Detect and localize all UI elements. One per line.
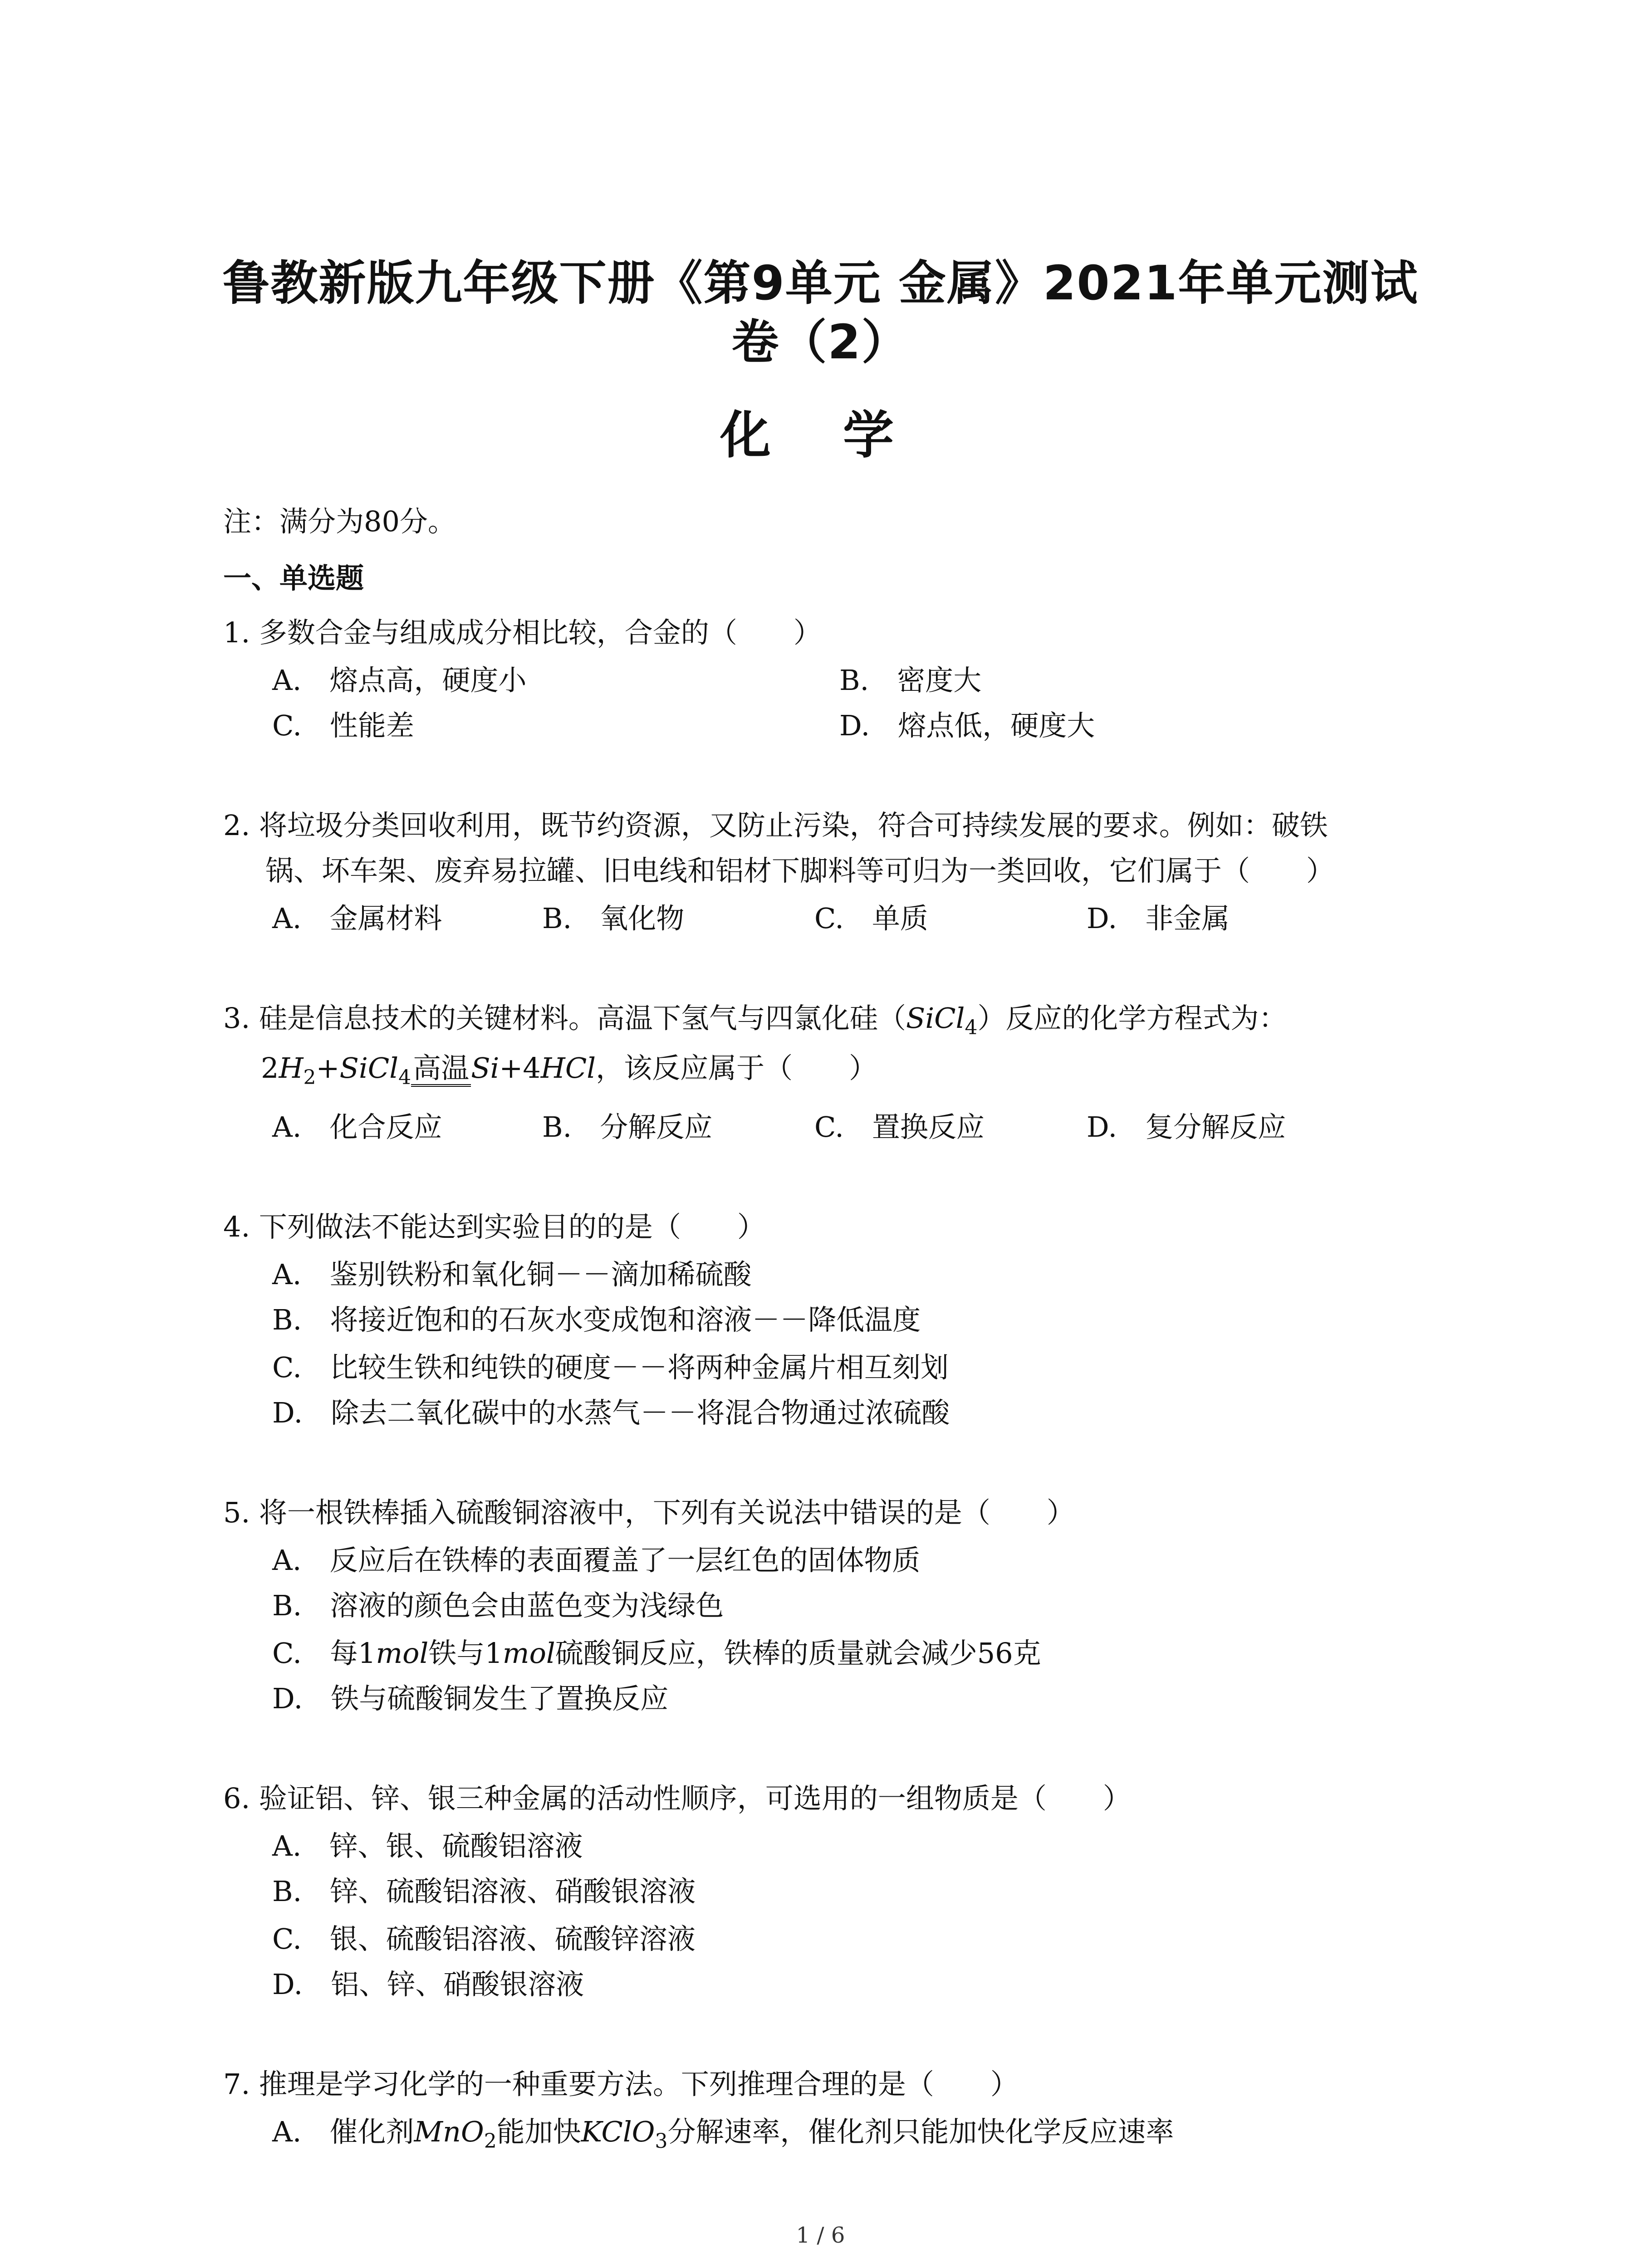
question-6-option-b: B. 锌、硫酸铝溶液、硝酸银溶液 — [272, 1875, 696, 1908]
eq-h: H — [279, 1051, 304, 1085]
question-3-option-a: A. 化合反应 — [272, 1110, 442, 1144]
question-6-option-c: C. 银、硫酸铝溶液、硫酸锌溶液 — [272, 1922, 696, 1955]
question-4-option-c: C. 比较生铁和纯铁的硬度－－将两种金属片相互刻划 — [272, 1351, 949, 1384]
formula-sicl4-subscript: 4 — [965, 1016, 978, 1039]
q7a-text-c: 分解速率，催化剂只能加快化学反应速率 — [667, 2115, 1174, 2148]
question-4-option-d: D. 除去二氧化碳中的水蒸气－－将混合物通过浓硫酸 — [272, 1396, 950, 1429]
section-heading: 一、单选题 — [223, 562, 364, 595]
question-3-option-b: B. 分解反应 — [542, 1110, 713, 1144]
question-2-stem-line-2: 锅、坏车架、废弃易拉罐、旧电线和铝材下脚料等可归为一类回收，它们属于（ ） — [265, 854, 1335, 887]
subject-heading: 化 学 — [720, 406, 921, 465]
question-5-option-d: D. 铁与硫酸铜发生了置换反应 — [272, 1682, 669, 1715]
eq-plus-1: + — [316, 1051, 340, 1085]
question-2-option-a: A. 金属材料 — [272, 902, 442, 935]
formula-sicl4: SiCl — [906, 1002, 965, 1035]
q5c-text-a: C. 每1 — [272, 1637, 376, 1670]
question-1-option-a: A. 熔点高，硬度小 — [272, 664, 527, 697]
question-5-option-c — [272, 1635, 1041, 1672]
formula-mno2-subscript: 2 — [484, 2130, 497, 2153]
q7a-text-a: A. 催化剂 — [272, 2115, 414, 2148]
eq-h-subscript: 2 — [303, 1066, 316, 1089]
eq-condition-high-temp: 高温 — [411, 1052, 471, 1087]
formula-kclo3-subscript: 3 — [655, 2130, 668, 2153]
page-number: 1 / 6 — [796, 2223, 845, 2248]
question-7-stem: 7. 推理是学习化学的一种重要方法。下列推理合理的是（ ） — [223, 2068, 1019, 2101]
title-line-1: 鲁教新版九年级下册《第9单元 金属》2021年单元测试 — [222, 255, 1419, 311]
question-6-option-d: D. 铝、锌、硝酸银溶液 — [272, 1968, 584, 2001]
question-1-option-d: D. 熔点低，硬度大 — [839, 709, 1095, 742]
question-1-stem: 1. 多数合金与组成成分相比较，合金的（ ） — [223, 616, 822, 649]
question-3-stem-text-b: ）反应的化学方程式为： — [977, 1002, 1287, 1035]
eq-plus-2: +4 — [499, 1051, 541, 1085]
eq-coef-2: 2 — [261, 1051, 279, 1085]
question-3-option-c: C. 置换反应 — [814, 1110, 985, 1144]
question-4-stem: 4. 下列做法不能达到实验目的的是（ ） — [223, 1210, 765, 1243]
formula-kclo3: KClO — [581, 2115, 655, 2148]
question-3-equation — [261, 1050, 877, 1087]
question-6-stem: 6. 验证铝、锌、银三种金属的活动性顺序，可选用的一组物质是（ ） — [223, 1782, 1131, 1815]
question-2-option-d: D. 非金属 — [1087, 902, 1230, 935]
question-7-option-a — [272, 2114, 1174, 2153]
q5c-unit-mol-2: mol — [502, 1637, 555, 1670]
title-line-2: 卷（2） — [731, 314, 910, 370]
question-3-stem-text-a: 3. 硅是信息技术的关键材料。高温下氢气与四氯化硅（ — [223, 1002, 906, 1035]
q7a-text-b: 能加快 — [496, 2115, 581, 2148]
question-5-stem: 5. 将一根铁棒插入硫酸铜溶液中，下列有关说法中错误的是（ ） — [223, 1496, 1075, 1529]
formula-mno2: MnO — [414, 2115, 484, 2148]
question-6-option-a: A. 锌、银、硫酸铝溶液 — [272, 1829, 583, 1862]
q5c-text-b: 铁与1 — [428, 1637, 503, 1670]
question-4-option-b: B. 将接近饱和的石灰水变成饱和溶液－－降低温度 — [272, 1303, 921, 1336]
question-2-option-b: B. 氧化物 — [542, 902, 685, 935]
question-5-option-b: B. 溶液的颜色会由蓝色变为浅绿色 — [272, 1589, 724, 1622]
eq-sicl-subscript: 4 — [398, 1066, 411, 1089]
eq-si: Si — [471, 1051, 500, 1085]
question-2-option-c: C. 单质 — [814, 902, 928, 935]
question-4-option-a: A. 鉴别铁粉和氧化铜－－滴加稀硫酸 — [272, 1258, 752, 1291]
question-1-option-b: B. 密度大 — [839, 664, 982, 697]
eq-sicl: SiCl — [339, 1051, 399, 1085]
question-3-tail: ，该反应属于（ ） — [596, 1051, 877, 1085]
score-note: 注：满分为80分。 — [223, 505, 456, 538]
question-3-option-d: D. 复分解反应 — [1087, 1110, 1286, 1144]
question-2-stem-line-1: 2. 将垃圾分类回收利用，既节约资源，又防止污染，符合可持续发展的要求。例如：破铁 — [223, 809, 1328, 842]
q5c-text-c: 硫酸铜反应，铁棒的质量就会减少56克 — [555, 1637, 1041, 1670]
question-1-option-c: C. 性能差 — [272, 709, 414, 742]
eq-hcl: HCl — [540, 1051, 596, 1085]
question-3-stem-line-1 — [223, 1000, 1287, 1039]
q5c-unit-mol-1: mol — [376, 1637, 429, 1670]
question-5-option-a: A. 反应后在铁棒的表面覆盖了一层红色的固体物质 — [272, 1544, 921, 1577]
